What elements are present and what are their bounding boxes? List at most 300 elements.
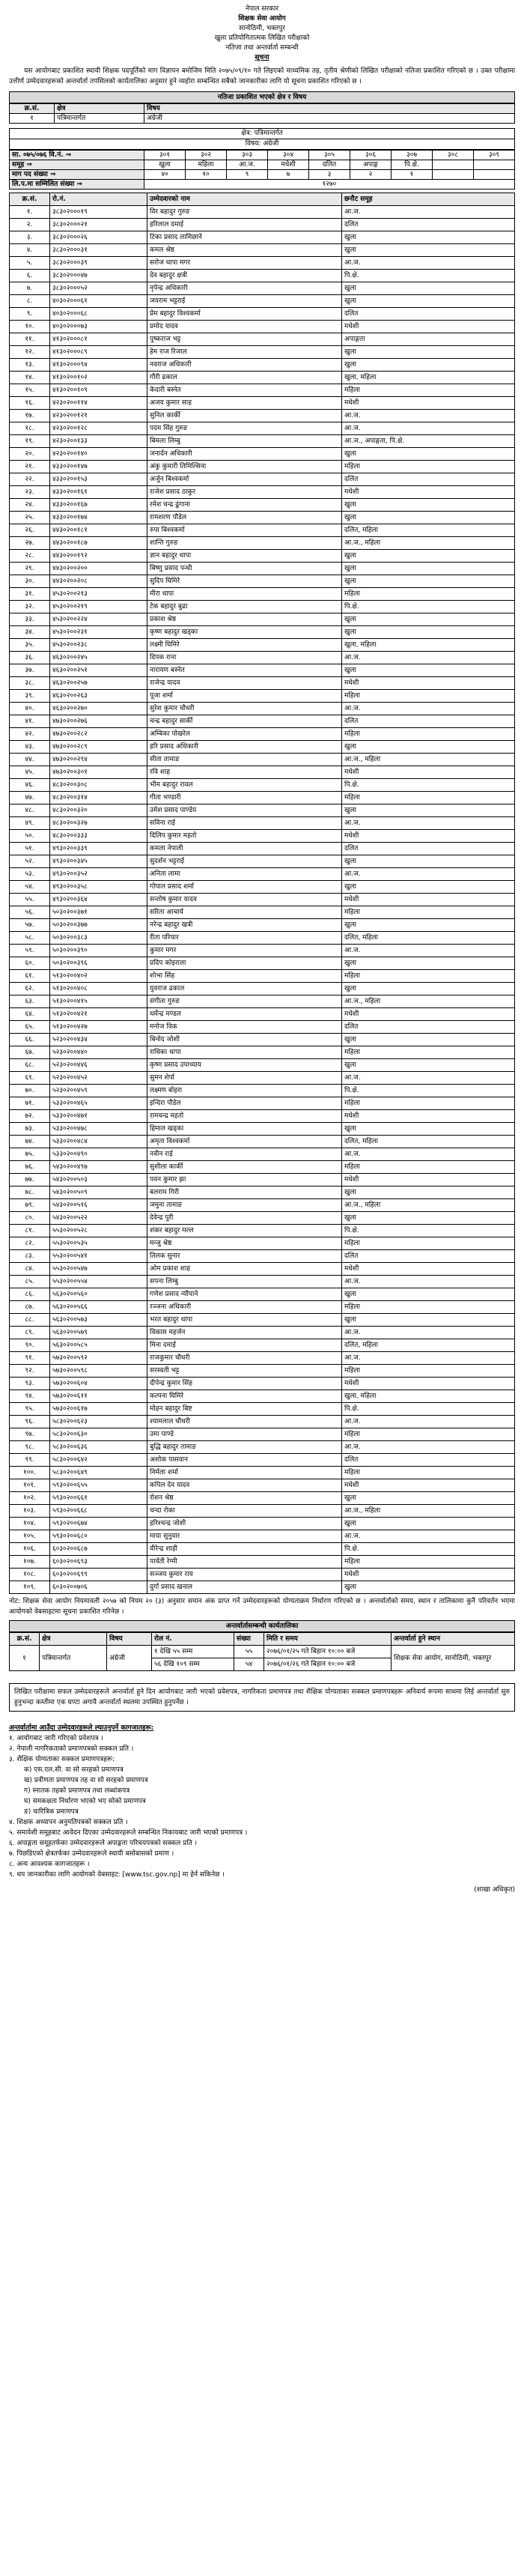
row-rollno: ४३३०२००१७४	[50, 512, 147, 524]
row-sn: १०४.	[10, 1518, 50, 1530]
row-rollno: ५०३०२००३९६	[50, 957, 147, 970]
quota-group: पि.क्षे.	[392, 160, 433, 170]
row-rollno: ४९३०२००३५२	[50, 868, 147, 881]
row-group: पि.क्षे.	[342, 601, 515, 613]
quota-code: ३०७	[392, 151, 433, 160]
subject-header-area: क्षेत्र	[55, 104, 144, 114]
row-sn: १०७.	[10, 1556, 50, 1569]
row-name: लक्ष्मण बोहरा	[147, 1085, 342, 1097]
table-row	[10, 894, 515, 906]
row-name: राजेश प्रसाद ठाकुर	[147, 486, 342, 499]
row-sn: ७१.	[10, 1097, 50, 1110]
row-rollno: ४९३०२००३६४	[50, 894, 147, 906]
row-rollno: ५२३०२००४४०	[50, 1046, 147, 1059]
row-rollno: ५२३०२००४५२	[50, 1072, 147, 1085]
row-sn: २९.	[10, 563, 50, 575]
table-row	[10, 499, 515, 512]
row-group: आ.ज.	[342, 422, 515, 435]
gov-line: नेपाल सरकार	[245, 5, 279, 13]
row-name: सरोज थापा मगर	[147, 257, 342, 270]
table-row	[10, 677, 515, 690]
commission-name: शिक्षक सेवा आयोग	[238, 15, 286, 22]
row-sn: १०६.	[10, 1543, 50, 1556]
row-rollno: ४७३०२००२७६	[50, 715, 147, 728]
row-rollno: ५०३०२००३८३	[50, 932, 147, 945]
row-group: दलित, महिला	[342, 1339, 515, 1352]
table-row	[10, 703, 515, 715]
quota-code: ३०५	[309, 151, 350, 160]
row-group: दलित	[342, 1021, 515, 1034]
row-name: अंकु कुमारी तिमिल्सिना	[147, 461, 342, 473]
row-group: महिला	[342, 970, 515, 983]
sched-header-rollno: रोल नं.	[152, 1633, 234, 1646]
row-rollno: ५१३०२००४२१	[50, 1008, 147, 1021]
row-name: सरस्वती भट्ट	[147, 1365, 342, 1378]
table-row	[10, 346, 515, 359]
row-group: महिला	[342, 1556, 515, 1569]
row-name: धर्मेन्द्र मण्डल	[147, 1008, 342, 1021]
sched-header-sn: क्र.सं.	[10, 1633, 40, 1646]
row-rollno: ५६३०२००५७३	[50, 1314, 147, 1327]
row-group: आ.ज., महिला	[342, 1505, 515, 1518]
row-group: खुला	[342, 957, 515, 970]
row-name: मनोज विक	[147, 1021, 342, 1034]
roll-header-group: छनौट समूह	[342, 193, 515, 206]
row-name: निर्मला शर्मा	[147, 1467, 342, 1479]
row-name: रुपा बिश्वकर्मा	[147, 524, 342, 537]
quota-table	[9, 150, 515, 190]
row-group: खुला	[342, 1492, 515, 1505]
row-group: मधेशी	[342, 486, 515, 499]
row-rollno: ६०३०२००६९३	[50, 1556, 147, 1569]
row-name: सञ्जय कुमार राय	[147, 1569, 342, 1581]
quota-post: २	[350, 170, 392, 180]
row-group: खुला	[342, 1034, 515, 1046]
row-sn: २५.	[10, 512, 50, 524]
row-group: आ.ज.	[342, 1276, 515, 1288]
row-sn: २८.	[10, 550, 50, 563]
row-name: ओम प्रकाश शाह	[147, 1263, 342, 1276]
row-group: खुला	[342, 231, 515, 244]
row-sn: १७.	[10, 410, 50, 422]
row-group: आ.ज., महिला	[342, 1199, 515, 1212]
table-row	[10, 448, 515, 461]
table-row	[10, 295, 515, 308]
table-row	[10, 1543, 515, 1556]
row-sn: ७०.	[10, 1085, 50, 1097]
table-row	[10, 601, 515, 613]
sched-area: पत्रिमान्तर्गत	[40, 1646, 107, 1671]
row-sn: २२.	[10, 473, 50, 486]
row-sn: ५१.	[10, 843, 50, 855]
quota-group-empty	[433, 160, 474, 170]
quota-total-row	[10, 180, 515, 190]
row-rollno: ४१३०२००१०९	[50, 384, 147, 397]
table-row	[10, 779, 515, 792]
row-group: खुला	[342, 550, 515, 563]
row-name: इन्दिरा पौडेल	[147, 1097, 342, 1110]
table-row	[10, 550, 515, 563]
row-sn: ८.	[10, 295, 50, 308]
row-rollno: ५७३०२००६०४	[50, 1378, 147, 1390]
row-group: महिला	[342, 906, 515, 919]
row-name: रवि शाह	[147, 766, 342, 779]
table-row	[10, 1199, 515, 1212]
document-item: ६. अपाङ्गता समूहतर्फका उम्मेदवारहरूले अपाङ्गता परिचयपत्रको सक्कल प्रति ।	[9, 1840, 197, 1847]
sched-header-venue: अन्तर्वार्ता हुने स्थान	[392, 1633, 515, 1646]
row-sn: ९४.	[10, 1390, 50, 1403]
row-group: खुला	[342, 855, 515, 868]
row-sn: ६.	[10, 270, 50, 282]
row-rollno: ४८३०२००३१४	[50, 792, 147, 804]
table-row	[10, 1416, 515, 1428]
row-rollno: ३८३०२०००२६	[50, 231, 147, 244]
row-group: महिला	[342, 588, 515, 601]
row-name: विर बहादुर गुरुङ	[147, 206, 342, 219]
quota-code: ३०६	[350, 151, 392, 160]
row-group: खुला	[342, 741, 515, 754]
row-sn: ९३.	[10, 1378, 50, 1390]
row-sn: ४७.	[10, 792, 50, 804]
row-name: रमेश चन्द्र ढुंगाना	[147, 499, 342, 512]
row-name: कमला नेपाली	[147, 843, 342, 855]
row-group: खुला	[342, 1314, 515, 1327]
table-row	[10, 588, 515, 601]
row-sn: ७८.	[10, 1187, 50, 1199]
sched-roll-range-2: ५६ देखि १०९ सम्म	[152, 1658, 234, 1671]
sched-count-2: ५४	[234, 1658, 264, 1671]
table-row	[10, 1276, 515, 1288]
row-rollno: ५८३०२००६४२	[50, 1454, 147, 1467]
row-name: गौरी ढकाल	[147, 372, 342, 384]
row-sn: १२.	[10, 346, 50, 359]
row-group: दलित	[342, 219, 515, 231]
table-row	[10, 754, 515, 766]
row-rollno: ५५३०२००५४१	[50, 1250, 147, 1263]
row-group: खुला	[342, 346, 515, 359]
row-group: महिला	[342, 1428, 515, 1441]
schedule-table	[9, 1632, 515, 1671]
table-row	[10, 1263, 515, 1276]
table-row	[10, 1378, 515, 1390]
row-name: नारायण बस्नेत	[147, 664, 342, 677]
table-row	[10, 333, 515, 346]
row-group: आ.ज., महिला	[342, 995, 515, 1008]
row-group: खुला	[342, 1123, 515, 1136]
row-group: महिला	[342, 690, 515, 703]
row-sn: ४०.	[10, 703, 50, 715]
sched-roll-range-1: १ देखि ५५ सम्म	[152, 1646, 234, 1658]
row-sn: २३.	[10, 486, 50, 499]
row-sn: ९.	[10, 308, 50, 321]
row-rollno: ५२३०२००४४६	[50, 1059, 147, 1072]
row-group: खुला	[342, 1581, 515, 1594]
quota-post-empty	[433, 170, 474, 180]
row-group: आ.ज.	[342, 1148, 515, 1161]
row-rollno: ५३३०२००४७१	[50, 1110, 147, 1123]
row-rollno: ४५३०२००२३८	[50, 639, 147, 652]
row-rollno: ३८३०२०००३९	[50, 257, 147, 270]
quota-code-row	[10, 151, 515, 160]
sched-subject: अंग्रेजी	[107, 1646, 152, 1671]
row-name: ज्ञान बहादुर थापा	[147, 550, 342, 563]
table-row	[10, 1428, 515, 1441]
quota-post-row	[10, 170, 515, 180]
row-name: राजेन्द्र यादव	[147, 677, 342, 690]
table-row	[10, 1518, 515, 1530]
row-name: कल्पना घिमिरे	[147, 1390, 342, 1403]
row-sn: १०८.	[10, 1569, 50, 1581]
row-group: महिला	[342, 384, 515, 397]
row-sn: ६२.	[10, 983, 50, 995]
quota-total: १२७०	[144, 180, 515, 190]
row-group: महिला	[342, 461, 515, 473]
table-row	[10, 1161, 515, 1174]
table-row	[10, 1008, 515, 1021]
row-rollno: ३८३०२०००३१	[50, 244, 147, 257]
row-sn: १६.	[10, 397, 50, 410]
quota-post: १	[392, 170, 433, 180]
row-group: खुला	[342, 613, 515, 626]
row-name: सुदर्शन भट्टराई	[147, 855, 342, 868]
row-rollno: ५०३०२००३९०	[50, 945, 147, 957]
row-sn: ४५.	[10, 766, 50, 779]
row-name: कपिल देव यादव	[147, 1479, 342, 1492]
row-rollno: ४६३०२००२५७	[50, 677, 147, 690]
row-rollno: ५९३०२००६६८	[50, 1505, 147, 1518]
row-name: चन्दा रोका	[147, 1505, 342, 1518]
row-rollno: ५६३०२००५७९	[50, 1327, 147, 1339]
table-row	[10, 1059, 515, 1072]
row-group: महिला	[342, 728, 515, 741]
row-name: उमा पाण्डे	[147, 1428, 342, 1441]
row-sn: ४२.	[10, 728, 50, 741]
row-group: पि.क्षे.	[342, 1225, 515, 1237]
row-group: खुला, महिला	[342, 1390, 515, 1403]
row-group: खुला, महिला	[342, 639, 515, 652]
row-sn: १०५.	[10, 1530, 50, 1543]
table-row	[10, 384, 515, 397]
quota-group: खुला	[144, 160, 186, 170]
row-rollno: ५५३०२००५२८	[50, 1225, 147, 1237]
table-row	[10, 1479, 515, 1492]
row-group: खुला	[342, 448, 515, 461]
quota-code: ३०८	[433, 151, 474, 160]
boxed-instruction: लिखित परीक्षामा सफल उम्मेदवारहरूले अन्तर्वार्ता हुने दिन आयोगबाट जारी भएको प्रवेशपत्र, नागरिकता प्रमाणपत्र तथा शैक्षिक योग्यताका सक्कल प्रमाणपत्रहरू अनिवार्य रूपमा साथमा लिई अन्तर्वार्ता सुरु हुनुभन्दा कम्तीमा एक घण्टा अगावै अन्तर्वार्ता स्थलमा उपस्थित हुनुपर्नेछ ।	[9, 1683, 515, 1712]
row-name: केदारी बस्नेत	[147, 384, 342, 397]
row-sn: ७६.	[10, 1161, 50, 1174]
row-sn: ९८.	[10, 1441, 50, 1454]
row-sn: १०९.	[10, 1581, 50, 1594]
row-rollno: ४४३०२००१८७	[50, 537, 147, 550]
table-row	[10, 461, 515, 473]
result-area-bar: नतिजा प्रकाशित भएको क्षेत्र र विषय	[9, 91, 515, 103]
row-name: वीरेन्द्र शाही	[147, 1543, 342, 1556]
row-rollno: ४८३०२००३३३	[50, 830, 147, 843]
row-name: पुष्कराज भट्ट	[147, 333, 342, 346]
table-row	[10, 1072, 515, 1085]
row-name: अमृता विश्वकर्मा	[147, 1136, 342, 1148]
subject-table	[9, 103, 515, 124]
row-group: खुला	[342, 563, 515, 575]
row-sn: ४६.	[10, 779, 50, 792]
row-name: सुशीला कार्की	[147, 1161, 342, 1174]
row-group: खुला	[342, 804, 515, 817]
table-row	[10, 372, 515, 384]
row-name: शोभा सिंह	[147, 970, 342, 983]
row-rollno: ४१३०२००१०२	[50, 372, 147, 384]
quota-group: दलित	[309, 160, 350, 170]
row-group: महिला	[342, 1046, 515, 1059]
row-name: सुदिप घिमिरे	[147, 575, 342, 588]
table-row	[10, 486, 515, 499]
row-rollno: ५१३०२००४०८	[50, 983, 147, 995]
row-group: आ.ज.	[342, 945, 515, 957]
row-sn: ६५.	[10, 1021, 50, 1034]
row-name: दुर्गा प्रसाद खनाल	[147, 1581, 342, 1594]
row-name: पदम सिंह गुरुङ	[147, 422, 342, 435]
row-name: कृष्ण बहादुर खड्का	[147, 626, 342, 639]
roll-header-rollno: रो.नं.	[50, 193, 147, 206]
document-item: ९. थप जानकारीका लागि आयोगको वेबसाइट: [www.tsc.gov.np] मा हेर्न सकिनेछ ।	[9, 1871, 225, 1879]
row-sn: ८४.	[10, 1263, 50, 1276]
row-group: खुला	[342, 626, 515, 639]
quota-post: ४०	[144, 170, 186, 180]
table-row	[10, 830, 515, 843]
table-row	[10, 1174, 515, 1187]
row-rollno: ५४३०२००५१६	[50, 1199, 147, 1212]
table-row	[10, 1085, 515, 1097]
table-row	[10, 270, 515, 282]
table-row	[10, 435, 515, 448]
row-rollno: ६०३०२००७०६	[50, 1581, 147, 1594]
table-row	[10, 1301, 515, 1314]
row-name: जयराम भट्टराई	[147, 295, 342, 308]
row-sn: ५७.	[10, 919, 50, 932]
row-name: हरिलाल दमाई	[147, 219, 342, 231]
row-name: नवराज अधिकारी	[147, 359, 342, 372]
row-rollno: ४३३०२००१४७	[50, 461, 147, 473]
row-name: बिनोद जोशी	[147, 1034, 342, 1046]
row-sn: ६१.	[10, 970, 50, 983]
table-row	[10, 1314, 515, 1327]
table-row	[10, 1212, 515, 1225]
table-row	[10, 792, 515, 804]
row-name: मन्जु श्रेष्ठ	[147, 1237, 342, 1250]
table-row	[10, 817, 515, 830]
row-group: आ.ज.	[342, 703, 515, 715]
subject-header-sn: क्र.सं.	[10, 104, 55, 114]
row-rollno: ४४३०२००१८१	[50, 524, 147, 537]
row-sn: ८३.	[10, 1250, 50, 1263]
row-group: आ.ज.	[342, 1530, 515, 1543]
row-sn: १०३.	[10, 1505, 50, 1518]
row-rollno: ५७३०२००६१७	[50, 1403, 147, 1416]
row-rollno: ५५३०२००५५४	[50, 1276, 147, 1288]
row-sn: १५.	[10, 384, 50, 397]
row-group: खुला, महिला	[342, 372, 515, 384]
row-group: मधेशी	[342, 1008, 515, 1021]
row-group: दलित	[342, 843, 515, 855]
table-row	[10, 919, 515, 932]
row-name: सुनिल कार्की	[147, 410, 342, 422]
table-row	[10, 1148, 515, 1161]
row-group: महिला	[342, 1365, 515, 1378]
row-sn: ५.	[10, 257, 50, 270]
table-row	[10, 690, 515, 703]
row-group: खुला	[342, 1518, 515, 1530]
row-group: महिला	[342, 1237, 515, 1250]
row-sn: ३१.	[10, 588, 50, 601]
row-name: सुरेश कुमार चौधरी	[147, 703, 342, 715]
row-name: लक्ष्मी घिमिरे	[147, 639, 342, 652]
document-item: क) एस.एल.सी. वा सो सरहको प्रमाणपत्र	[24, 1766, 124, 1774]
row-group: दलित, महिला	[342, 1136, 515, 1148]
row-rollno: ५७३०२००५९२	[50, 1352, 147, 1365]
row-group: मधेशी	[342, 1174, 515, 1187]
table-row	[10, 626, 515, 639]
row-sn: ६६.	[10, 1034, 50, 1046]
row-rollno: ४२३०२००१४०	[50, 448, 147, 461]
row-group: खुला	[342, 575, 515, 588]
table-row	[10, 1187, 515, 1199]
row-sn: ८०.	[10, 1212, 50, 1225]
row-rollno: ४६३०२००२४५	[50, 652, 147, 664]
row-group: मधेशी	[342, 766, 515, 779]
row-name: हरिश्चन्द्र जोशी	[147, 1518, 342, 1530]
row-name: भरत बहादुर थापा	[147, 1314, 342, 1327]
row-name: सविना राई	[147, 817, 342, 830]
quota-group: आ.ज.	[227, 160, 268, 170]
row-name: दिलिप कुमार महतो	[147, 830, 342, 843]
row-group: मधेशी	[342, 677, 515, 690]
row-rollno: ४२३०२००१२८	[50, 422, 147, 435]
area-label: क्षेत्र: पत्रिमान्तर्गत	[9, 128, 515, 139]
row-group: दलित, महिला	[342, 524, 515, 537]
row-rollno: ४८३०२००३०८	[50, 779, 147, 792]
table-row	[10, 1021, 515, 1034]
row-rollno: ३८३०२०००१९	[50, 206, 147, 219]
row-name: राजकुमार चौधरी	[147, 1352, 342, 1365]
table-row	[10, 473, 515, 486]
row-sn: ७२.	[10, 1110, 50, 1123]
table-row	[10, 804, 515, 817]
quota-code: ३०९	[474, 151, 515, 160]
table-row	[10, 575, 515, 588]
row-rollno: ४८३०२००३२७	[50, 817, 147, 830]
row-sn: २.	[10, 219, 50, 231]
table-row	[10, 1403, 515, 1416]
row-name: प्रकाश श्रेष्ठ	[147, 613, 342, 626]
sched-datetime-1: २०७६/०१/२५ गते बिहान १०:०० बजे	[264, 1646, 392, 1658]
row-rollno: ५०३०२००३७१	[50, 906, 147, 919]
row-rollno: ४२३०२००१२१	[50, 410, 147, 422]
row-group: खुला	[342, 919, 515, 932]
row-sn: ८८.	[10, 1314, 50, 1327]
row-name: सीता तामाङ	[147, 754, 342, 766]
row-sn: ६३.	[10, 995, 50, 1008]
quota-group-row	[10, 160, 515, 170]
row-group: पि.क्षे.	[342, 1403, 515, 1416]
quota-group-empty	[474, 160, 515, 170]
row-rollno: ४६३०२००२७०	[50, 703, 147, 715]
row-rollno: ४५३०२००२१९	[50, 601, 147, 613]
sched-venue: शिक्षक सेवा आयोग, सानोठिमी, भक्तपुर	[392, 1646, 515, 1671]
table-row	[10, 206, 515, 219]
row-name: पूजा शर्मा	[147, 690, 342, 703]
row-sn: ७४.	[10, 1136, 50, 1148]
row-rollno: ४६३०२००२५१	[50, 664, 147, 677]
